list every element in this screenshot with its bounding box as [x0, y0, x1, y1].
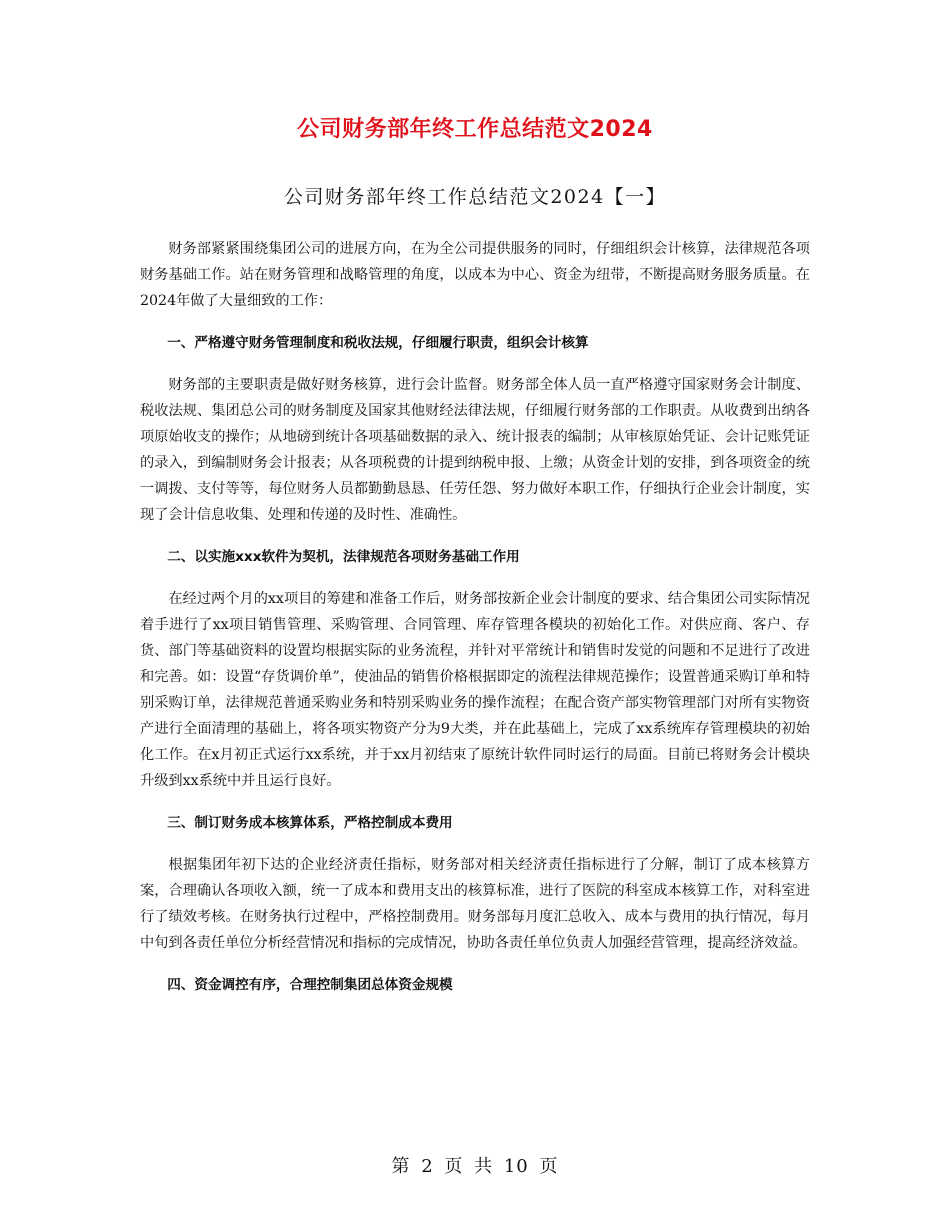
section-heading-4: 四、资金调控有序，合理控制集团总体资金规模 [167, 977, 453, 993]
document-title: 公司财务部年终工作总结范文2024 [297, 117, 653, 142]
section-body-2: 在经过两个月的xx项目的筹建和准备工作后，财务部按新企业会计制度的要求、结合集团公司实际情况着手进行了xx项目销售管理、采购管理、合同管理、库存管理各模块的初始化工作。对供应商、客户、存货、部门等基础资料的设置均根据实际的业务流程，并针对平常统计和销售时发觉的问题和不足进行了改进和完善。如：设置“存货调价单”，使油品的销售价格根据即定的流程法律规范操作；设置普通采购订单和特别采购订单，法律规范普通采购业务和特别采购业务的操作流程；在配合资产部实物管理部门对所有实物资产进行全面清理的基础上，将各项实物资产分为9大类，并在此基础上，完成了xx系统库存管理模块的初始化工作。在x月初正式运行xx系统，并于xx月初结束了原统计软件同时运行的局面。目前已将财务会计模块升级到xx系统中并且运行良好。 [140, 591, 810, 789]
document-body [140, 236, 810, 998]
intro-paragraph: 财务部紧紧围绕集团公司的进展方向，在为全公司提供服务的同时，仔细组织会计核算，法律规范各项财务基础工作。站在财务管理和战略管理的角度，以成本为中心、资金为纽带，不断提高财务服务质量。在2024年做了大量细致的工作： [140, 241, 810, 309]
section-heading-2: 二、以实施xxx软件为契机，法律规范各项财务基础工作用 [167, 549, 520, 565]
section-body-3: 根据集团年初下达的企业经济责任指标，财务部对相关经济责任指标进行了分解，制订了成本核算方案，合理确认各项收入额，统一了成本和费用支出的核算标准，进行了医院的科室成本核算工作，对科室进行了绩效考核。在财务执行过程中，严格控制费用。财务部每月度汇总收入、成本与费用的执行情况，每月中旬到各责任单位分析经营情况和指标的完成情况，协助各责任单位负责人加强经营管理，提高经济效益。 [140, 857, 810, 951]
page-number: 第 2 页 共 10 页 [391, 1156, 559, 1177]
section-body-1: 财务部的主要职责是做好财务核算，进行会计监督。财务部全体人员一直严格遵守国家财务会计制度、税收法规、集团总公司的财务制度及国家其他财经法律法规，仔细履行财务部的工作职责。从收费到出纳各项原始收支的操作；从地磅到统计各项基础数据的录入、统计报表的编制；从审核原始凭证、会计记账凭证的录入，到编制财务会计报表；从各项税费的计提到纳税申报、上缴；从资金计划的安排，到各项资金的统一调拨、支付等等，每位财务人员都勤勤恳恳、任劳任怨、努力做好本职工作，仔细执行企业会计制度，实现了会计信息收集、处理和传递的及时性、准确性。 [140, 377, 810, 523]
document-subtitle: 公司财务部年终工作总结范文2024【一】 [283, 186, 667, 208]
section-heading-3: 三、制订财务成本核算体系，严格控制成本费用 [167, 815, 453, 831]
section-heading-1: 一、严格遵守财务管理制度和税收法规，仔细履行职责，组织会计核算 [167, 335, 589, 351]
